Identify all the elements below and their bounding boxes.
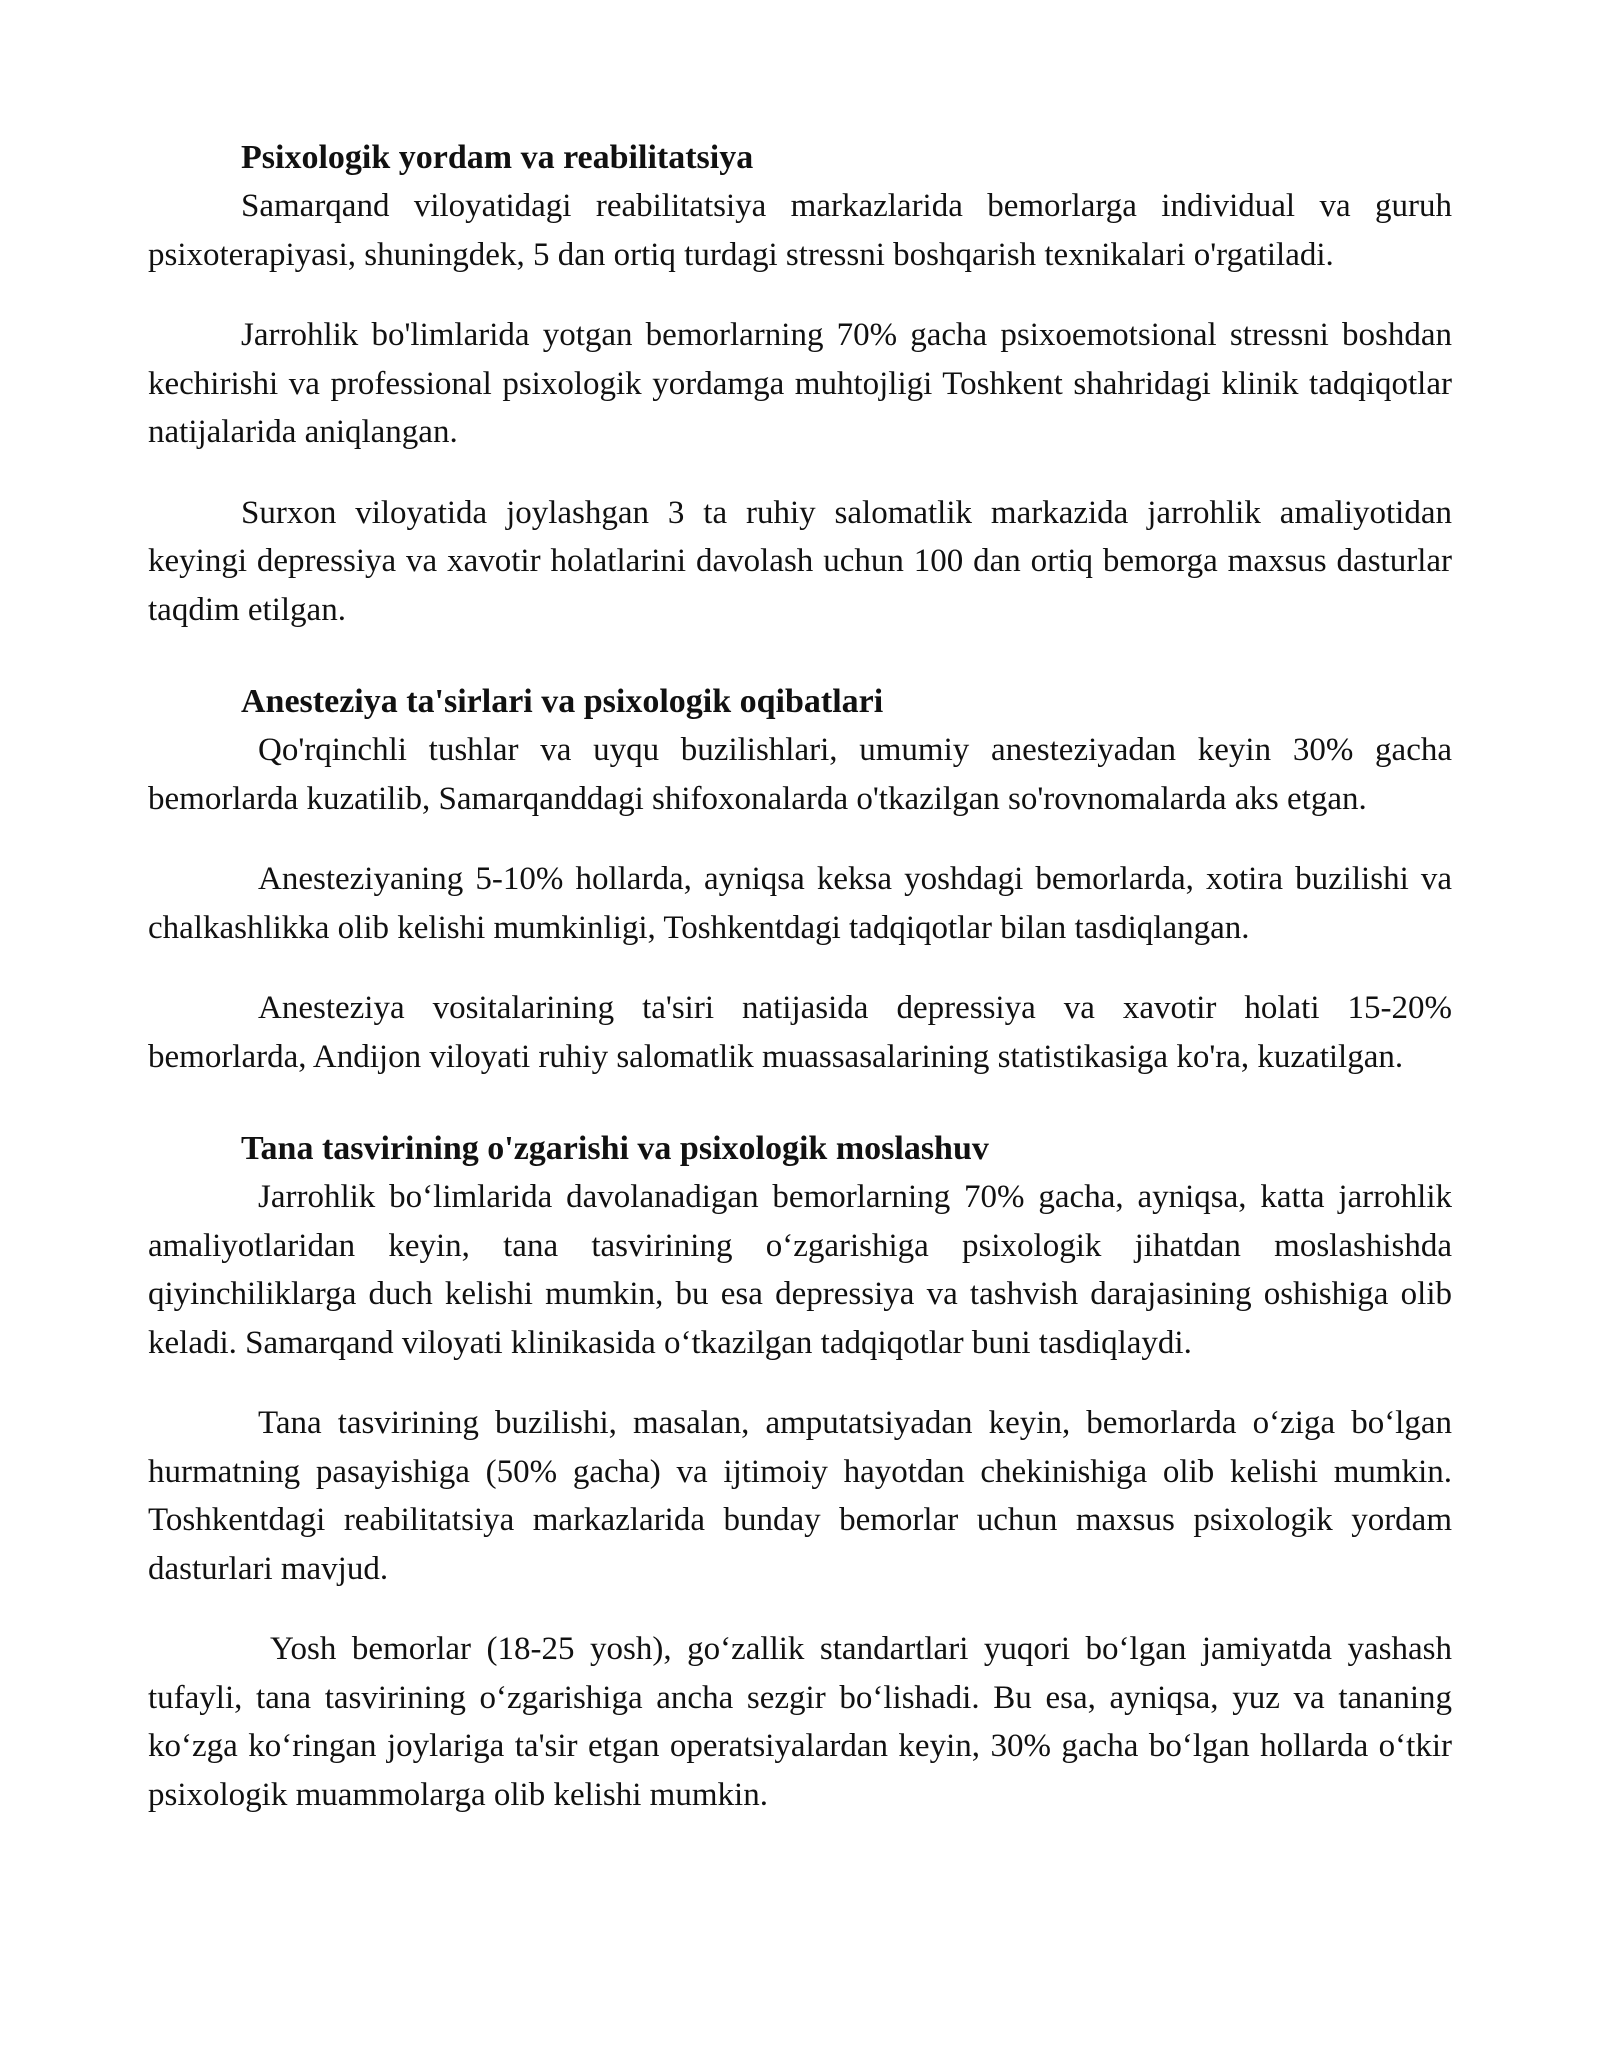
section-heading: Tana tasvirining o'zgarishi va psixologik moslashuv (241, 1130, 989, 1167)
paragraph: Jarrohlik boʻlimlarida davolanadigan bemorlarning 70% gacha, ayniqsa, katta jarrohlik amaliyotlaridan keyin, tana tasvirining oʻzgarishiga psixologik jihatdan moslashishda qiyinchiliklarga duch kelishi mumkin, bu esa depressiya va tashvish darajasining oshishiga olib keladi. Samarqand viloyati klinikasida oʻtkazilgan tadqiqotlar buni tasdiqlaydi. (148, 1179, 1452, 1361)
paragraph: Surxon viloyatida joylashgan 3 ta ruhiy salomatlik markazida jarrohlik amaliyotidan keyingi depressiya va xavotir holatlarini davolash uchun 100 dan ortiq bemorga maxsus dasturlar taqdim etilgan. (148, 494, 1452, 628)
section-body-image (148, 1125, 1452, 1819)
paragraph: Yosh bemorlar (18-25 yosh), goʻzallik standartlari yuqori boʻlgan jamiyatda yashash tufayli, tana tasvirining oʻzgarishiga ancha sezgir boʻlishadi. Bu esa, ayniqsa, yuz va tananing koʻzga koʻringan joylariga ta'sir etgan operatsiyalardan keyin, 30% gacha boʻlgan hollarda oʻtkir psixologik muammolarga olib kelishi mumkin. (148, 1631, 1452, 1813)
paragraph: Anesteziya vositalarining ta'siri natijasida depressiya va xavotir holati 15-20% bemorlarda, Andijon viloyati ruhiy salomatlik muassasalarining statistikasiga ko'ra, kuzatilgan. (148, 990, 1452, 1075)
paragraph: Anesteziyaning 5-10% hollarda, ayniqsa keksa yoshdagi bemorlarda, xotira buzilishi va chalkashlikka olib kelishi mumkinligi, Toshkentdagi tadqiqotlar bilan tasdiqlangan. (148, 861, 1452, 946)
section-psychological-support (148, 134, 1452, 634)
paragraph: Samarqand viloyatidagi reabilitatsiya markazlarida bemorlarga individual va guruh psixoterapiyasi, shuningdek, 5 dan ortiq turdagi stressni boshqarish texnikalari o'rgatiladi. (148, 188, 1452, 273)
document-page (148, 134, 1452, 1819)
section-heading: Anesteziya ta'sirlari va psixologik oqibatlari (241, 683, 884, 720)
section-anesthesia-effects (148, 678, 1452, 1081)
paragraph: Jarrohlik bo'limlarida yotgan bemorlarning 70% gacha psixoemotsional stressni boshdan kechirishi va professional psixologik yordamga muhtojligi Toshkent shahridagi klinik tadqiqotlar natijalarida aniqlangan. (148, 317, 1452, 450)
paragraph: Qo'rqinchli tushlar va uyqu buzilishlari, umumiy anesteziyadan keyin 30% gacha bemorlarda kuzatilib, Samarqanddagi shifoxonalarda o'tkazilgan so'rovnomalarda aks etgan. (148, 732, 1452, 817)
paragraph: Tana tasvirining buzilishi, masalan, amputatsiyadan keyin, bemorlarda oʻziga boʻlgan hurmatning pasayishiga (50% gacha) va ijtimoiy hayotdan chekinishiga olib kelishi mumkin. Toshkentdagi reabilitatsiya markazlarida bunday bemorlar uchun maxsus psixologik yordam dasturlari mavjud. (148, 1405, 1452, 1587)
section-heading: Psixologik yordam va reabilitatsiya (241, 139, 754, 176)
